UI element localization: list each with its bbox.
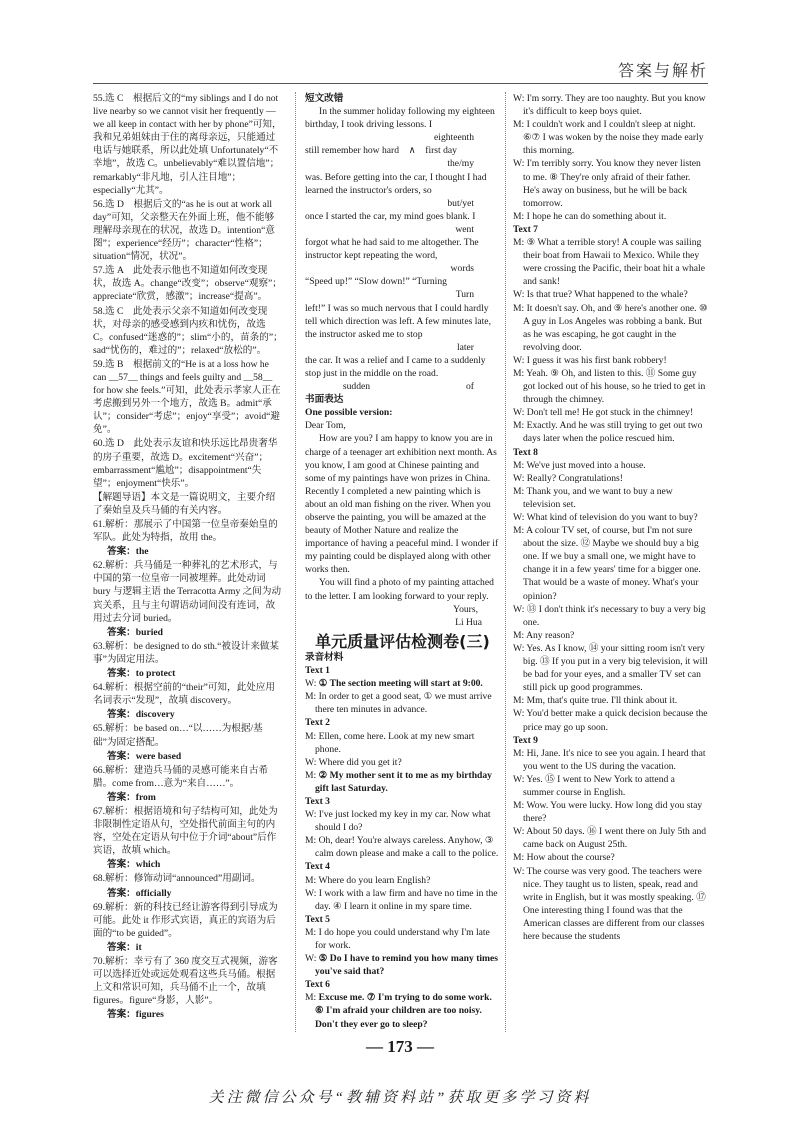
proof-line: still remember how hard ∧ first day bbox=[305, 145, 457, 157]
dialogue-text: Yeah. ⑨ Oh, and listen to this. ⑪ Some guy got locked out of his house, so he tried to get in through the chimney. bbox=[523, 367, 706, 406]
proof-line: was. Before getting into the car, I thought I had learned the instructor's orders, so bbox=[305, 171, 487, 196]
speaker-label: M: bbox=[305, 874, 317, 886]
speaker-label: W: bbox=[305, 887, 317, 899]
proof-line: left!” I was so much nervous that I could hardly tell which direction was left. A few minutes late, the instructor asked me to stop bbox=[305, 302, 491, 340]
dialogue-text: Wow. You were lucky. How long did you stay there? bbox=[523, 800, 703, 825]
dialogue-text: What kind of television do you want to buy? bbox=[526, 512, 698, 523]
speaker-label: M: bbox=[513, 302, 525, 314]
dialogue-text: Ellen, come here. Look at my new smart phone. bbox=[315, 730, 475, 755]
text-heading: Text 9 bbox=[513, 734, 538, 746]
text-heading: Text 2 bbox=[305, 717, 330, 729]
speaker-label: W: bbox=[513, 289, 525, 301]
recording-material-label: 录音材料 bbox=[305, 651, 344, 663]
speaker-label: M: bbox=[513, 852, 525, 864]
dialogue-line bbox=[305, 926, 500, 952]
dialogue-line bbox=[513, 236, 708, 288]
dialogue-text: Hi, Jane. It's nice to see you again. I heard that you went to the US during the vacation. bbox=[523, 747, 706, 772]
dialogue-line bbox=[305, 690, 500, 716]
dialogue-line bbox=[513, 511, 708, 524]
dialogue-line bbox=[513, 92, 708, 118]
speaker-label: W: bbox=[513, 826, 525, 838]
speaker-label: W: bbox=[305, 953, 317, 965]
dialogue-text: ① The section meeting will start at 9:00. bbox=[318, 678, 483, 690]
dialogue-text: ② My mother sent it to me as my birthday gift last Saturday. bbox=[315, 769, 492, 794]
dialogue-line bbox=[513, 210, 708, 223]
text-heading: Text 1 bbox=[305, 665, 330, 677]
letter-paragraph: How are you? I am happy to know you are in charge of a teenager art exhibition next month. As you know, I am good at Chinese painting and some of my paintings have won prizes in China. Recently I completed a new painting which is about an old man fishing on the river. When you observe the painting, you will be amazed at the beauty of Mother Nature and realize the importance of having a peaceful mind. I wonder if my painting could be displayed along with other works then. bbox=[305, 433, 499, 576]
answer-key: 答案：which bbox=[107, 859, 161, 871]
text-heading: Text 5 bbox=[305, 913, 330, 925]
dialogue-text: I'm sorry. They are too naughty. But you know it's difficult to keep boys quiet. bbox=[523, 93, 706, 118]
dialogue-text: ⑨ What a terrible story! A couple was sailing their boat from Hawaii to Mexico. While they were crossing the Pacific, their boat hit a whale and sank! bbox=[523, 237, 705, 288]
answer-column-middle bbox=[305, 92, 500, 1031]
speaker-label: M: bbox=[305, 835, 317, 847]
explanation-item: 56.选 D 根据后文的“as he is out at work all day”可知，父亲整天在外面上班，他不能够理解母亲现在的状况，故选 D。intention“意图”；experience“经历”；character“性格”；situation“情况，状况”。 bbox=[93, 198, 276, 263]
dialogue-text: I've just locked my key in my car. Now what should I do? bbox=[315, 809, 491, 834]
speaker-label: M: bbox=[513, 420, 525, 432]
speaker-label: M: bbox=[513, 629, 525, 641]
text-heading: Text 6 bbox=[305, 979, 330, 991]
text-heading: Text 4 bbox=[305, 861, 330, 873]
speaker-label: W: bbox=[513, 93, 525, 104]
dialogue-line bbox=[513, 354, 708, 367]
dialogue-text: I do hope you could understand why I'm late for work. bbox=[315, 926, 490, 951]
answer-key: 答案：were based bbox=[107, 750, 182, 762]
explanation-item: 60.选 D 此处表示友谊和快乐远比昂贵奢华的房子重要，故选 D。excitement“兴奋”；embarrassment“尴尬”；disappointment“失望”；enjoyment“快乐”。 bbox=[93, 438, 278, 489]
explanation-item: 【解题导语】本文是一篇说明文，主要介绍了秦始皇及兵马俑的有关内容。 bbox=[93, 491, 276, 516]
dialogue-line bbox=[513, 459, 708, 472]
explanation-item: 69.解析：新的科技已经让游客得到引导成为可能。此处 it 作形式宾语，真正的宾语为后面的“to be guided”。 bbox=[93, 901, 278, 939]
dialogue-line bbox=[305, 834, 500, 860]
answer-key: 答案：the bbox=[107, 546, 149, 558]
proof-line: In the summer holiday following my eighteen birthday, I took driving lessons. I bbox=[305, 106, 495, 131]
dialogue-line bbox=[513, 694, 708, 707]
speaker-label: M: bbox=[305, 769, 317, 781]
dialogue-text: How about the course? bbox=[526, 852, 615, 864]
transcript-part-2 bbox=[513, 92, 708, 943]
speaker-label: M: bbox=[513, 800, 525, 812]
correction-line: later bbox=[456, 341, 474, 353]
dialogue-text: ⑬ I don't think it's necessary to buy a very big one. bbox=[523, 603, 706, 628]
explanation-item: 65.解析：be based on…“以……为根据/基础”为固定搭配。 bbox=[93, 723, 263, 748]
answer-key: 答案：from bbox=[107, 791, 156, 803]
dialogue-line bbox=[513, 773, 708, 799]
dialogue-text: ⑤ Do I have to remind you how many times you've said that? bbox=[315, 953, 499, 978]
dialogue-text: Thank you, and we want to buy a new television set. bbox=[523, 485, 673, 510]
dialogue-text: Don't tell me! He got stuck in the chimney! bbox=[526, 407, 694, 419]
speaker-label: M: bbox=[513, 119, 525, 131]
page-number: — 173 — bbox=[366, 1037, 434, 1056]
header-title: 答案与解析 bbox=[617, 61, 708, 80]
correction-line: Turn bbox=[455, 289, 474, 301]
proof-line: forgot what he had said to me altogether. The instructor kept repeating the word, bbox=[305, 237, 479, 262]
dialogue-text: I work with a law firm and have no time in the day. ④ I learn it online in my spare time. bbox=[315, 887, 498, 912]
dialogue-text: It doesn't say. Oh, and ⑨ here's another one. ⑩ A guy in Los Angeles was robbing a bank. But as he was escaping, he got caught in the revolving door. bbox=[523, 302, 708, 353]
speaker-label: W: bbox=[513, 642, 525, 654]
explanation-item: 70.解析：幸亏有了 360 度交互式视频，游客可以选择近处或远处观看这些兵马俑。根据上文和常识可知，兵马俑不止一个，故填 figures。figure“身影，人影”。 bbox=[93, 956, 278, 1007]
speaker-label: W: bbox=[513, 354, 525, 366]
correction-line: but/yet bbox=[447, 197, 474, 209]
correction-line: went bbox=[455, 223, 474, 235]
explanation-item: 62.解析：兵马俑是一种葬礼的艺术形式，与中国的第一位皇帝一同被埋葬。此处动词 bury 与逻辑主语 the Terracotta Army 之间为动宾关系，且与主句谓语动词间没有连词，故用过去分词 buried。 bbox=[93, 560, 282, 624]
dialogue-line bbox=[513, 524, 708, 603]
dialogue-text: I guess it was his first bank robbery! bbox=[526, 354, 667, 366]
dialogue-line bbox=[513, 851, 708, 864]
letter-signature: Li Hua bbox=[455, 616, 482, 628]
dialogue-line bbox=[305, 952, 500, 978]
explanation-item: 59.选 B 根据前文的“He is at a loss how he can __57__ things and feels guilty and __58__ for how she feels.”可知，此处表示孝家人正在考虑搬到另外一个地方，故选 B。admit“承认”；consider“考虑”；enjoy“享受”；avoid“避免”。 bbox=[93, 358, 281, 436]
dialogue-line bbox=[513, 367, 708, 406]
explanation-item: 66.解析：建造兵马俑的灵感可能来自古希腊。come from…意为“来自……”。 bbox=[93, 764, 269, 789]
dialogue-line bbox=[513, 707, 708, 733]
speaker-label: W: bbox=[513, 512, 525, 523]
dialogue-text: Where did you get it? bbox=[318, 756, 402, 768]
speaker-label: W: bbox=[513, 773, 525, 785]
dialogue-text: Where do you learn English? bbox=[318, 874, 431, 886]
dialogue-line bbox=[513, 472, 708, 485]
letter-closing: Yours, bbox=[453, 603, 478, 615]
dialogue-text: In order to get a good seat, ① we must arrive there ten minutes in advance. bbox=[315, 691, 492, 716]
proofreading-text bbox=[305, 105, 500, 393]
dialogue-text: You'd better make a quick decision because the price may go up soon. bbox=[523, 708, 708, 733]
explanation-item: 63.解析：be designed to do sth.“被设计来做某事”为固定用法。 bbox=[93, 640, 279, 665]
answer-key: 答案：to protect bbox=[107, 668, 176, 680]
dialogue-text: We've just moved into a house. bbox=[526, 459, 646, 471]
dialogue-line bbox=[305, 991, 500, 1030]
dialogue-line bbox=[513, 406, 708, 419]
speaker-label: W: bbox=[305, 809, 317, 821]
dialogue-line bbox=[513, 825, 708, 851]
dialogue-text: Oh, dear! You're always careless. Anyhow, ③ calm down please and make a call to the police. bbox=[315, 835, 499, 860]
letter-greeting: Dear Tom, bbox=[305, 420, 346, 432]
answer-key: 答案：it bbox=[107, 941, 142, 953]
dialogue-line bbox=[305, 769, 500, 795]
dialogue-text: About 50 days. ⑯ I went there on July 5th and came back on August 25th. bbox=[523, 826, 707, 851]
dialogue-text: Really? Congratulations! bbox=[526, 472, 623, 484]
version-label: One possible version: bbox=[305, 407, 393, 419]
dialogue-line bbox=[305, 887, 500, 913]
dialogue-line bbox=[513, 302, 708, 354]
answer-column-left bbox=[93, 92, 283, 1022]
proof-line: the car. It was a relief and I came to a suddenly stop just in the middle on the road. bbox=[305, 354, 486, 379]
speaker-label: M: bbox=[513, 485, 525, 497]
dialogue-line bbox=[305, 677, 500, 690]
speaker-label: W: bbox=[513, 865, 525, 877]
explanation-item: 64.解析：根据空前的“their”可知，此处应用名词表示“发现”，故填 discovery。 bbox=[93, 682, 275, 707]
dialogue-text: Is that true? What happened to the whale? bbox=[526, 289, 688, 301]
speaker-label: M: bbox=[513, 210, 525, 222]
transcript-part-1 bbox=[305, 664, 500, 1031]
answer-key: 答案：buried bbox=[107, 626, 163, 638]
text-heading: Text 3 bbox=[305, 795, 330, 807]
correction-line: eighteenth bbox=[434, 132, 474, 144]
dialogue-text: I hope he can do something about it. bbox=[526, 210, 667, 222]
footer-note: 关注微信公众号“教辅资料站”获取更多学习资料 bbox=[208, 1090, 592, 1106]
dialogue-line bbox=[305, 874, 500, 887]
speaker-label: W: bbox=[513, 708, 525, 720]
speaker-label: M: bbox=[513, 525, 525, 537]
correction-line: sudden of bbox=[342, 381, 474, 393]
text-heading: Text 7 bbox=[513, 223, 538, 235]
correction-line: words bbox=[450, 263, 474, 275]
dialogue-line bbox=[305, 730, 500, 756]
speaker-label: M: bbox=[305, 730, 317, 742]
speaker-label: M: bbox=[513, 237, 525, 249]
proof-line: once I started the car, my mind goes blank. I bbox=[305, 210, 476, 222]
speaker-label: M: bbox=[513, 367, 525, 379]
column-divider bbox=[295, 92, 296, 1032]
letter-body bbox=[305, 432, 500, 602]
dialogue-line bbox=[513, 799, 708, 825]
writing-title: 书面表达 bbox=[305, 394, 344, 406]
proof-line: “Speed up!” “Slow down!” “Turning bbox=[305, 276, 447, 288]
speaker-label: W: bbox=[513, 603, 525, 615]
dialogue-text: I'm terribly sorry. You know they never listen to me. ⑧ They're only afraid of their father. He's away on business, but he will be back tomorrow. bbox=[523, 158, 701, 209]
dialogue-line bbox=[513, 603, 708, 629]
letter-paragraph: You will find a photo of my painting attached to the letter. I am looking forward to your reply. bbox=[305, 577, 494, 602]
dialogue-text: The course was very good. The teachers were nice. They taught us to listen, speak, read and write in English, but it was mostly speaking. ⑰ One interesting thing I found was that the American classes are different from our classes here because the students bbox=[523, 865, 706, 942]
dialogue-line bbox=[513, 485, 708, 511]
dialogue-line bbox=[513, 118, 708, 157]
dialogue-line bbox=[513, 288, 708, 301]
dialogue-line bbox=[513, 157, 708, 209]
speaker-label: W: bbox=[305, 756, 317, 768]
answer-key: 答案：officially bbox=[107, 887, 172, 899]
header-rule bbox=[93, 83, 708, 84]
correction-line: the/my bbox=[447, 158, 474, 170]
explanation-item: 67.解析：根据语境和句子结构可知，此处为非限制性定语从句，空处指代前面主句的内容，空处在定语从句中位于介词“about”后作宾语，故填 which。 bbox=[93, 805, 278, 857]
proofreading-title: 短文改错 bbox=[305, 93, 344, 104]
dialogue-line bbox=[513, 629, 708, 642]
dialogue-text: A colour TV set, of course, but I'm not sure about the size. ⑫ Maybe we should buy a big one. If we buy a small one, we might have to change it in a few years' time for a bigger one. That would be a waste of money. What's your opinion? bbox=[523, 525, 701, 602]
speaker-label: M: bbox=[513, 747, 525, 759]
column-divider bbox=[505, 92, 506, 1032]
explanation-item: 61.解析：那展示了中国第一位皇帝秦始皇的军队。此处为特指，故用 the。 bbox=[93, 519, 278, 544]
dialogue-line bbox=[513, 642, 708, 694]
dialogue-text: Exactly. And he was still trying to get out two days later when the police rescued him. bbox=[523, 420, 703, 445]
answer-key: 答案：discovery bbox=[107, 709, 175, 721]
speaker-label: M: bbox=[305, 926, 317, 938]
dialogue-text: Yes. As I know, ⑭ your sitting room isn't very big. ⑬ If you put in a very big television, it will be bad for your eyes, and a smaller TV set can still pick up good programmes. bbox=[523, 642, 708, 694]
page-header bbox=[0, 0, 800, 86]
explanation-item: 68.解析：修饰动词“announced”用副词。 bbox=[93, 873, 261, 885]
dialogue-text: Excuse me. ⑦ I'm trying to do some work. ⑥ I'm afraid your children are too noisy. Don't they ever go to sleep? bbox=[315, 992, 492, 1030]
explanation-item: 58.选 C 此处表示父亲不知道如何改变现状，对母亲的感受感到内疚和忧伤，故选 C。confused“迷惑的”；slim“小的，苗条的”；sad“忧伤的，难过的”；relaxed“放松的”。 bbox=[93, 305, 283, 356]
speaker-label: M: bbox=[305, 992, 317, 1004]
speaker-label: W: bbox=[513, 407, 525, 419]
answer-key: 答案：figures bbox=[107, 1009, 164, 1021]
speaker-label: M: bbox=[513, 459, 525, 471]
dialogue-line bbox=[305, 756, 500, 769]
text-heading: Text 8 bbox=[513, 446, 538, 458]
unit-test-title: 单元质量评估检测卷(三) bbox=[315, 631, 490, 651]
speaker-label: M: bbox=[305, 691, 317, 703]
speaker-label: W: bbox=[513, 158, 525, 170]
dialogue-text: I couldn't work and I couldn't sleep at night. ⑥⑦ I was woken by the noise they made early this morning. bbox=[523, 119, 704, 157]
speaker-label: W: bbox=[513, 472, 525, 484]
dialogue-line bbox=[513, 419, 708, 445]
dialogue-line bbox=[513, 865, 708, 944]
dialogue-text: Any reason? bbox=[526, 629, 575, 641]
dialogue-text: Mm, that's quite true. I'll think about it. bbox=[526, 695, 678, 707]
speaker-label: M: bbox=[513, 695, 525, 707]
dialogue-line bbox=[305, 808, 500, 834]
speaker-label: W: bbox=[305, 678, 317, 690]
dialogue-text: Yes. ⑮ I went to New York to attend a summer course in English. bbox=[523, 773, 675, 798]
explanation-item: 57.选 A 此处表示他也不知道如何改变现状，故选 A。change“改变”；observe“观察”；appreciate“欣赏，感激”；increase“提高”。 bbox=[93, 265, 282, 303]
dialogue-line bbox=[513, 747, 708, 773]
explanation-item: 55.选 C 根据后文的“my siblings and I do not live nearby so we cannot visit her frequently — we all keep in contact with her by phone”可知，我和兄弟姐妹由于住的离母亲远，只能通过电话与她联系，所以此处填 Unfortunately“不幸地”，故选 C。unbelievably“难以置信地”；remarkably“非凡地，引人注目地”；especially“尤其”。 bbox=[93, 93, 282, 196]
